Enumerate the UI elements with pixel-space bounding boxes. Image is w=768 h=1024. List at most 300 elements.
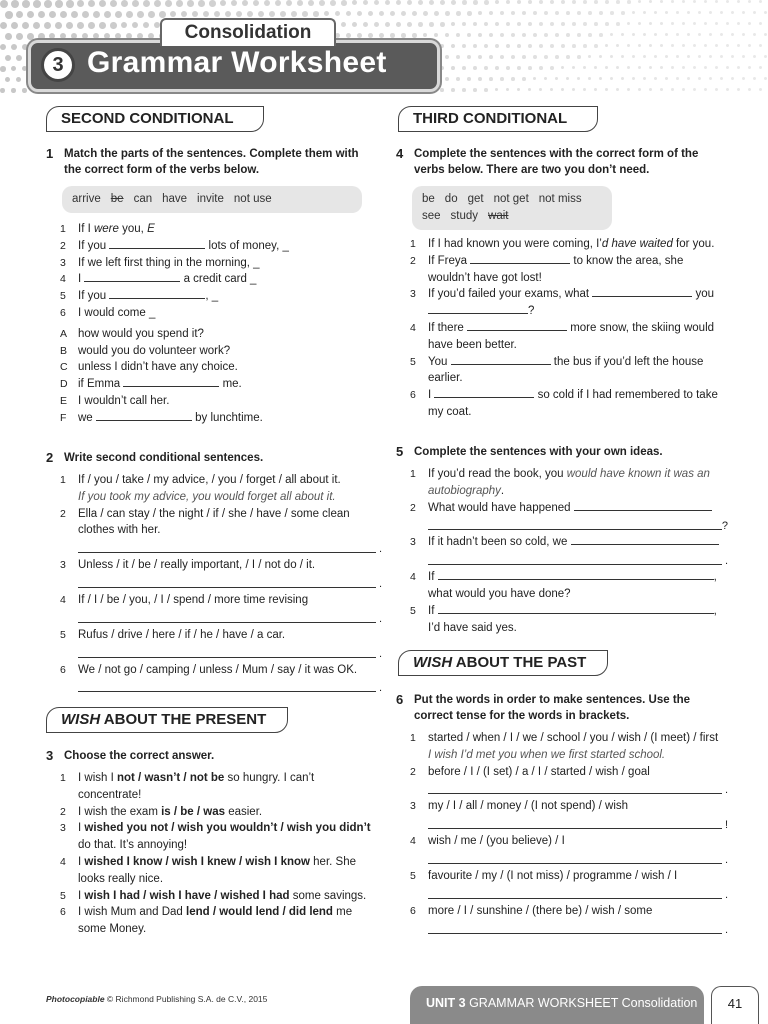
decorative-dot xyxy=(594,22,598,26)
decorative-dot xyxy=(731,55,734,58)
exercise-2: 2 Write second conditional sentences. 1 If / you / take / my advice, / you / forget / all about it. If you took my advice, you would forget all about it. 2 Ella / can stay / the night / if / she / have / some clean clothes with her. . 3 Unless / it / be / really important, / I / not do / it. . 4 If / I / be / you, / I / spend / more time revising . 5 Rufus / drive / here / if / he / have / a car. . 6 We / not go / camping / unless / Mum / say / it was OK. . xyxy=(46,450,382,695)
decorative-dot xyxy=(517,22,521,26)
decorative-dot xyxy=(478,55,482,59)
decorative-dot xyxy=(638,66,641,69)
decorative-dot xyxy=(605,88,608,91)
decorative-dot xyxy=(132,0,139,7)
decorative-dot xyxy=(379,11,384,16)
word-box-1: arrive be can have invite not use xyxy=(62,186,362,213)
answer-line[interactable]: . xyxy=(428,551,722,565)
decorative-dot xyxy=(440,66,444,70)
decorative-dot xyxy=(577,33,581,37)
decorative-dot xyxy=(451,22,455,26)
decorative-dot xyxy=(390,11,395,16)
decorative-dot xyxy=(561,22,565,26)
answer-blank[interactable] xyxy=(470,253,570,264)
decorative-dot xyxy=(676,77,679,80)
decorative-dot xyxy=(231,0,237,6)
decorative-dot xyxy=(511,77,515,81)
decorative-dot xyxy=(82,11,89,18)
decorative-dot xyxy=(726,44,729,47)
decorative-dot xyxy=(566,11,570,15)
decorative-dot xyxy=(154,0,161,7)
decorative-dot xyxy=(440,0,445,5)
decorative-dot xyxy=(665,11,668,14)
decorative-dot xyxy=(0,44,6,50)
decorative-dot xyxy=(715,0,718,3)
list-item: 1 If I were you, E xyxy=(60,223,155,235)
decorative-dot xyxy=(588,11,592,15)
list-item: 3 If it hadn’t been so cold, we xyxy=(396,534,722,551)
decorative-dot xyxy=(401,11,406,16)
decorative-dot xyxy=(77,0,84,7)
decorative-dot xyxy=(709,55,712,58)
list-item: 6 I so cold if I had remembered to take my coat. xyxy=(410,389,718,418)
decorative-dot xyxy=(511,11,515,15)
decorative-dot xyxy=(764,33,767,36)
decorative-dot xyxy=(137,11,144,18)
answer-blank[interactable] xyxy=(438,569,714,580)
decorative-dot xyxy=(753,11,756,14)
decorative-dot xyxy=(88,0,95,7)
exercise-3: 3 Choose the correct answer. 1 I wish I not / wasn’t / not be so hungry. I can’t concentrate! 2 I wish the exam is / be / was easier. 3 I wished you not / wish you wouldn’t / wish you didn’t do that. It’s annoying! 4 I wished I know / wish I knew / wish I know her. She looks really nice. 5 I wish I had / wish I have / wished I had some savings. 6 I wish Mum and Dad lend / would lend / did lend me some Money. xyxy=(46,748,376,938)
decorative-dot xyxy=(682,88,685,91)
decorative-dot xyxy=(247,11,253,17)
answer-choices[interactable]: not / wasn’t / not be xyxy=(116,772,225,784)
decorative-dot xyxy=(726,22,729,25)
answer-blank[interactable] xyxy=(592,286,692,297)
answer-choices[interactable]: wish I had / wish I have / wished I had xyxy=(84,889,290,902)
decorative-dot xyxy=(330,0,336,6)
decorative-dot xyxy=(187,0,194,7)
answer-blank[interactable] xyxy=(109,238,205,249)
decorative-dot xyxy=(715,88,718,91)
list-item: 1 If you’d read the book, you would have known it was an autobiography. xyxy=(410,468,710,497)
decorative-dot xyxy=(544,11,548,15)
list-item: 5 If , I’d have said yes. xyxy=(410,604,717,634)
decorative-dot xyxy=(660,22,663,25)
decorative-dot xyxy=(434,11,439,16)
decorative-dot xyxy=(445,11,450,16)
decorative-dot xyxy=(352,0,357,5)
decorative-dot xyxy=(753,55,756,58)
decorative-dot xyxy=(693,88,696,91)
decorative-dot xyxy=(704,44,707,47)
decorative-dot xyxy=(693,22,696,25)
list-item: 6 I wish Mum and Dad lend / would lend / did lend me some Money. xyxy=(60,906,353,936)
decorative-dot xyxy=(665,55,668,58)
decorative-dot xyxy=(649,0,652,3)
decorative-dot xyxy=(748,22,751,25)
decorative-dot xyxy=(759,0,762,3)
decorative-dot xyxy=(429,0,434,5)
list-item: 4 If there more snow, the skiing would have been better. xyxy=(410,321,715,351)
decorative-dot xyxy=(539,22,543,26)
decorative-dot xyxy=(737,44,740,47)
decorative-dot xyxy=(99,0,106,7)
list-item: C unless I didn’t have any choice. xyxy=(60,361,238,374)
decorative-dot xyxy=(632,11,635,14)
decorative-dot xyxy=(605,0,609,4)
decorative-dot xyxy=(660,0,663,3)
answer-line[interactable]: . xyxy=(78,644,376,658)
decorative-dot xyxy=(715,22,718,25)
decorative-dot xyxy=(572,66,575,69)
answer-line[interactable]: . xyxy=(78,609,376,623)
answer-blank[interactable] xyxy=(84,271,180,282)
decorative-dot xyxy=(467,77,471,81)
decorative-dot xyxy=(550,44,554,48)
decorative-dot xyxy=(599,33,603,37)
decorative-dot xyxy=(550,66,554,70)
list-item: 2 before / I / (I set) / a / I / started / wish / goal xyxy=(410,765,650,778)
decorative-dot xyxy=(302,11,308,17)
answer-blank[interactable] xyxy=(574,500,712,511)
decorative-dot xyxy=(544,55,548,59)
decorative-dot xyxy=(638,88,641,91)
decorative-dot xyxy=(588,55,591,58)
decorative-dot xyxy=(748,88,751,91)
exercise-1: 1 Match the parts of the sentences. Complete them with the correct form of the verbs below. arrive be can have invite not use 1 If I were you, E 2 If you lots of money, _ 3 If we left first thing in the morning, _ 4 I a credit card _ 5 If you , _ 6 I would come _ A how would you spend it? B would you do volunteer work? C unless I didn’t have any choice. D if Emma me. E I wouldn’t call her. F we by lunchtime. xyxy=(46,146,376,427)
decorative-dot xyxy=(396,0,401,5)
list-item: 1 I wish I not / wasn’t / not be so hungry. I can’t concentrate! xyxy=(60,772,315,801)
answer-blank[interactable] xyxy=(438,603,714,614)
decorative-dot xyxy=(407,0,412,5)
title-bar xyxy=(28,40,440,92)
decorative-dot xyxy=(511,55,515,59)
decorative-dot xyxy=(242,0,248,6)
list-item: 4 I a credit card _ xyxy=(60,273,257,286)
decorative-dot xyxy=(577,11,581,15)
decorative-dot xyxy=(308,0,314,6)
decorative-dot xyxy=(588,33,592,37)
decorative-dot xyxy=(720,33,723,36)
decorative-dot xyxy=(693,66,696,69)
decorative-dot xyxy=(22,66,27,71)
decorative-dot xyxy=(11,22,18,29)
decorative-dot xyxy=(764,55,767,58)
decorative-dot xyxy=(0,22,7,29)
decorative-dot xyxy=(291,11,297,17)
decorative-dot xyxy=(104,11,111,18)
exercise-5: 5 Complete the sentences with your own ideas. 1 If you’d read the book, you would have known it was an autobiography. 2 What would have happened ? 3 If it hadn’t been so cold, we . 4 If , what would you have done? 5 If , I’d have said yes. xyxy=(396,444,722,636)
consolidation-label: Consolidation xyxy=(160,18,336,46)
decorative-dot xyxy=(506,22,510,26)
answer-line[interactable]: ? xyxy=(428,516,722,530)
answer-choices[interactable]: wished you not / wish you wouldn’t / wish you didn’t xyxy=(84,822,371,835)
answer-line[interactable]: . xyxy=(428,780,722,794)
exercise-4: 4 Complete the sentences with the correct form of the verbs below. There are two you don’t need. be do get not get not miss see study wait 1 If I had known you were coming, I’d have waited for you. 2 If Freya to know the area, she wouldn’t have got lost! 3 If you’d failed your exams, what you ? 4 If there more snow, the skiing would have been better. 5 You the bus if you’d left the house earlier. 6 I so cold if I had remembered to take my coat. xyxy=(396,146,722,421)
answer-blank[interactable] xyxy=(451,354,551,365)
exercise-1-instruction: Match the parts of the sentences. Complete them with the correct form of the verbs below. xyxy=(64,148,359,176)
decorative-dot xyxy=(110,0,117,7)
decorative-dot xyxy=(742,55,745,58)
decorative-dot xyxy=(473,88,477,92)
decorative-dot xyxy=(528,88,531,91)
decorative-dot xyxy=(660,88,663,91)
decorative-dot xyxy=(445,33,449,37)
decorative-dot xyxy=(682,44,685,47)
decorative-dot xyxy=(704,22,707,25)
decorative-dot xyxy=(533,77,536,80)
decorative-dot xyxy=(704,0,707,3)
decorative-dot xyxy=(643,77,646,80)
decorative-dot xyxy=(467,33,471,37)
decorative-dot xyxy=(759,66,762,69)
decorative-dot xyxy=(759,22,762,25)
exercise-6-instruction: Put the words in order to make sentences. Use the correct tense for the words in brackets. xyxy=(414,694,691,722)
decorative-dot xyxy=(489,55,493,59)
decorative-dot xyxy=(275,0,281,6)
answer-line[interactable]: . xyxy=(428,920,722,934)
answer-blank[interactable] xyxy=(571,534,719,545)
decorative-dot xyxy=(11,44,17,50)
decorative-dot xyxy=(423,11,428,16)
decorative-dot xyxy=(462,88,466,92)
decorative-dot xyxy=(451,0,456,5)
answer-line[interactable]: . xyxy=(428,885,722,899)
answer-line[interactable]: . xyxy=(78,539,376,553)
decorative-dot xyxy=(594,88,597,91)
decorative-dot xyxy=(583,22,587,26)
decorative-dot xyxy=(5,77,10,82)
decorative-dot xyxy=(555,77,558,80)
section-wish-past: WISH ABOUT THE PAST xyxy=(398,650,608,676)
decorative-dot xyxy=(148,11,155,18)
exercise-2-instruction: Write second conditional sentences. xyxy=(64,452,264,464)
decorative-dot xyxy=(451,44,455,48)
list-item: 6 I would come _ xyxy=(60,306,156,319)
decorative-dot xyxy=(451,88,455,92)
decorative-dot xyxy=(720,11,723,14)
list-item: 5 You the bus if you’d left the house earlier. xyxy=(410,355,704,385)
decorative-dot xyxy=(176,0,183,7)
section-third-conditional: THIRD CONDITIONAL xyxy=(398,106,598,132)
decorative-dot xyxy=(759,44,762,47)
answer-line[interactable]: . xyxy=(78,678,376,692)
decorative-dot xyxy=(544,33,548,37)
decorative-dot xyxy=(16,33,23,40)
answer-blank[interactable] xyxy=(428,303,528,314)
answer-choices[interactable]: lend / would lend / did lend xyxy=(186,906,333,919)
decorative-dot xyxy=(33,0,41,8)
list-item: 4 If / I / be / you, / I / spend / more time revising xyxy=(60,593,309,606)
answer-blank[interactable] xyxy=(123,376,219,387)
decorative-dot xyxy=(528,22,532,26)
decorative-dot xyxy=(698,11,701,14)
decorative-dot xyxy=(11,66,16,71)
decorative-dot xyxy=(528,66,532,70)
decorative-dot xyxy=(709,33,712,36)
decorative-dot xyxy=(539,0,543,4)
decorative-dot xyxy=(264,0,270,6)
decorative-dot xyxy=(676,55,679,58)
answer-line[interactable]: ! xyxy=(428,815,722,829)
list-item: 4 I wished I know / wish I knew / wish I know her. She looks really nice. xyxy=(60,855,357,885)
decorative-dot xyxy=(418,0,423,5)
decorative-dot xyxy=(682,0,685,3)
decorative-dot xyxy=(346,11,351,16)
decorative-dot xyxy=(368,11,373,16)
decorative-dot xyxy=(462,44,466,48)
decorative-dot xyxy=(165,0,172,7)
decorative-dot xyxy=(533,55,537,59)
answer-choices[interactable]: wished I know / wish I knew / wish I know xyxy=(84,855,310,868)
decorative-dot xyxy=(456,11,461,16)
decorative-dot xyxy=(660,44,663,47)
decorative-dot xyxy=(126,11,133,18)
decorative-dot xyxy=(594,44,598,48)
decorative-dot xyxy=(671,22,674,25)
list-item: B would you do volunteer work? xyxy=(60,344,231,357)
decorative-dot xyxy=(319,0,325,6)
decorative-dot xyxy=(456,55,460,59)
decorative-dot xyxy=(550,0,554,4)
answer-blank[interactable] xyxy=(467,320,567,331)
decorative-dot xyxy=(214,11,220,17)
decorative-dot xyxy=(517,44,521,48)
decorative-dot xyxy=(198,0,205,7)
decorative-dot xyxy=(627,0,631,4)
decorative-dot xyxy=(550,22,554,26)
decorative-dot xyxy=(605,66,608,69)
answer-choices[interactable]: is / be / was xyxy=(161,805,226,818)
decorative-dot xyxy=(456,77,460,81)
decorative-dot xyxy=(583,0,587,4)
decorative-dot xyxy=(500,33,504,37)
page-number: 41 xyxy=(711,986,759,1024)
decorative-dot xyxy=(572,0,576,4)
decorative-dot xyxy=(55,0,63,8)
decorative-dot xyxy=(143,0,150,7)
decorative-dot xyxy=(610,11,614,15)
decorative-dot xyxy=(726,66,729,69)
decorative-dot xyxy=(726,0,729,3)
exercise-3-instruction: Choose the correct answer. xyxy=(64,750,215,762)
answer-blank[interactable] xyxy=(434,387,534,398)
decorative-dot xyxy=(517,0,521,4)
decorative-dot xyxy=(0,66,6,72)
decorative-dot xyxy=(506,88,509,91)
decorative-dot xyxy=(654,55,657,58)
decorative-dot xyxy=(286,0,292,6)
decorative-dot xyxy=(577,55,581,59)
decorative-dot xyxy=(555,55,559,59)
decorative-dot xyxy=(456,33,460,37)
decorative-dot xyxy=(253,0,259,6)
decorative-dot xyxy=(649,22,652,25)
decorative-dot xyxy=(737,22,740,25)
decorative-dot xyxy=(687,11,690,14)
decorative-dot xyxy=(627,44,630,47)
decorative-dot xyxy=(671,44,674,47)
decorative-dot xyxy=(489,11,493,15)
list-item: 6 more / I / sunshine / (there be) / wish / some xyxy=(410,904,653,917)
decorative-dot xyxy=(269,11,275,17)
decorative-dot xyxy=(759,88,762,91)
decorative-dot xyxy=(687,77,690,80)
decorative-dot xyxy=(566,33,570,37)
decorative-dot xyxy=(484,44,488,48)
decorative-dot xyxy=(742,77,745,80)
decorative-dot xyxy=(522,55,526,59)
decorative-dot xyxy=(440,22,445,27)
decorative-dot xyxy=(280,11,286,17)
decorative-dot xyxy=(484,0,489,5)
decorative-dot xyxy=(687,33,690,36)
decorative-dot xyxy=(632,55,635,58)
decorative-dot xyxy=(605,44,608,47)
decorative-dot xyxy=(753,33,756,36)
decorative-dot xyxy=(654,11,657,14)
decorative-dot xyxy=(737,88,740,91)
decorative-dot xyxy=(445,77,449,81)
decorative-dot xyxy=(715,44,718,47)
decorative-dot xyxy=(616,0,620,4)
decorative-dot xyxy=(731,11,734,14)
decorative-dot xyxy=(5,33,12,40)
decorative-dot xyxy=(517,66,521,70)
list-item: 4 If , what would you have done? xyxy=(410,571,717,600)
decorative-dot xyxy=(748,0,751,3)
decorative-dot xyxy=(693,44,696,47)
decorative-dot xyxy=(632,33,635,36)
exercise-4-instruction: Complete the sentences with the correct form of the verbs below. There are two you don’t need. xyxy=(414,148,699,176)
decorative-dot xyxy=(599,55,602,58)
decorative-dot xyxy=(610,33,613,36)
decorative-dot xyxy=(572,44,576,48)
decorative-dot xyxy=(11,88,16,93)
answer-blank[interactable] xyxy=(109,288,205,299)
decorative-dot xyxy=(748,66,751,69)
decorative-dot xyxy=(682,66,685,69)
decorative-dot xyxy=(506,44,510,48)
decorative-dot xyxy=(605,22,609,26)
decorative-dot xyxy=(121,0,128,7)
decorative-dot xyxy=(181,11,187,17)
decorative-dot xyxy=(236,11,242,17)
decorative-dot xyxy=(533,11,537,15)
list-item: 4 wish / me / (you believe) / I xyxy=(410,835,565,848)
answer-line[interactable]: . xyxy=(428,850,722,864)
decorative-dot xyxy=(660,66,663,69)
decorative-dot xyxy=(473,22,477,26)
decorative-dot xyxy=(577,77,580,80)
decorative-dot xyxy=(682,22,685,25)
decorative-dot xyxy=(5,55,11,61)
decorative-dot xyxy=(473,44,477,48)
decorative-dot xyxy=(385,0,390,5)
list-item: 1 If I had known you were coming, I’d have waited for you. xyxy=(410,238,715,250)
decorative-dot xyxy=(693,0,696,3)
decorative-dot xyxy=(621,55,624,58)
decorative-dot xyxy=(440,88,444,92)
decorative-dot xyxy=(93,11,100,18)
list-item: 2 If Freya to know the area, she wouldn’t have got lost! xyxy=(410,254,684,284)
decorative-dot xyxy=(517,88,520,91)
decorative-dot xyxy=(478,33,482,37)
list-item: 1 started / when / I / we / school / you / wish / (I meet) / first I wish I’d met you when we first started school. xyxy=(410,732,719,761)
decorative-dot xyxy=(737,66,740,69)
answer-blank[interactable] xyxy=(96,410,192,421)
answer-line[interactable]: . xyxy=(78,574,376,588)
decorative-dot xyxy=(621,11,625,15)
decorative-dot xyxy=(539,44,543,48)
decorative-dot xyxy=(676,33,679,36)
decorative-dot xyxy=(649,88,652,91)
decorative-dot xyxy=(528,44,532,48)
decorative-dot xyxy=(671,0,674,3)
